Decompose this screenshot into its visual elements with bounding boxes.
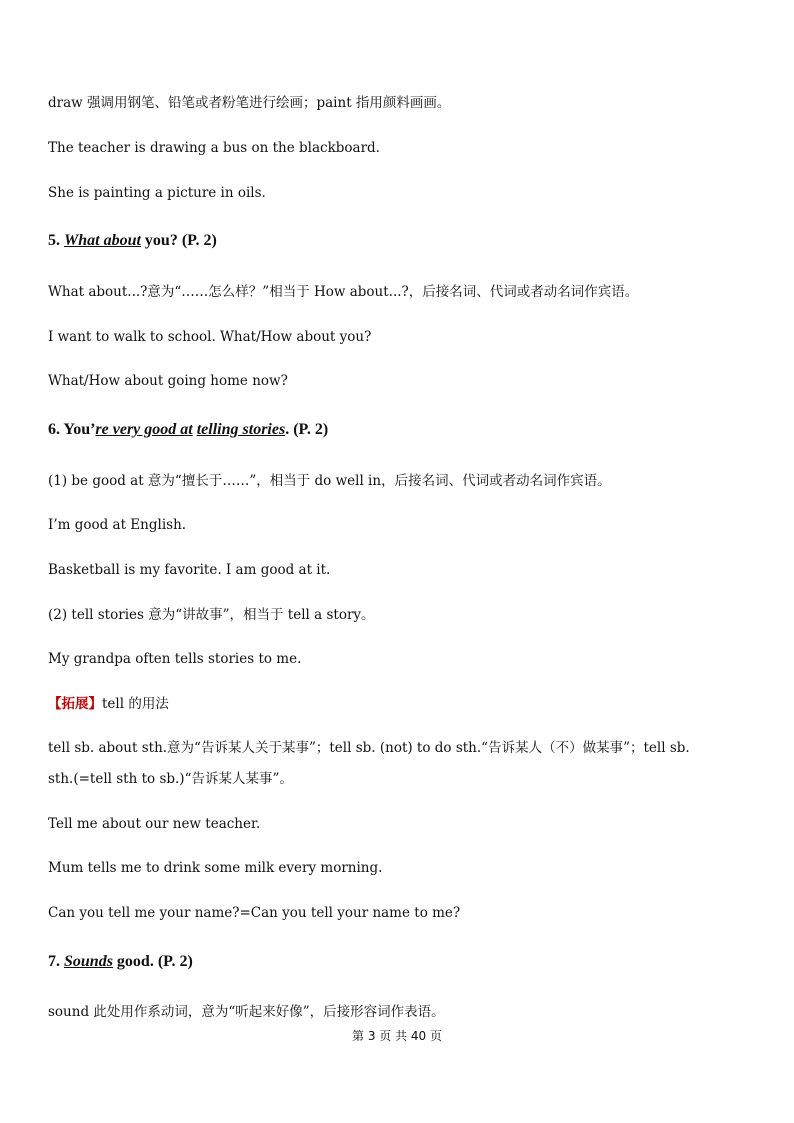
- paragraph: What about...?意为“……怎么样？”相当于 How about...?，后接名词、代词或者动名词作宾语。: [48, 284, 639, 300]
- paragraph: (1) be good at 意为“擅长于……”，相当于 do well in，后接名词、代词或者动名词作宾语。: [48, 473, 611, 489]
- example-sentence: Can you tell me your name?=Can you tell your name to me?: [48, 905, 461, 921]
- example-sentence: Basketball is my favorite. I am good at it.: [48, 562, 331, 578]
- section-heading-5: [48, 232, 746, 250]
- heading-rest: you? (P. 2): [140, 232, 217, 249]
- section-heading-6: [48, 421, 746, 439]
- heading-rest: . (P. 2): [285, 421, 329, 438]
- example-sentence: I want to walk to school. What/How about you?: [48, 329, 372, 345]
- heading-keyword: What about: [64, 232, 141, 249]
- heading-number: 5.: [48, 232, 64, 249]
- example-sentence: I’m good at English.: [48, 517, 187, 533]
- example-sentence: She is painting a picture in oils.: [48, 185, 266, 201]
- example-sentence: Mum tells me to drink some milk every morning.: [48, 860, 383, 876]
- example-sentence: What/How about going home now?: [48, 373, 288, 389]
- extension-heading: [48, 695, 746, 713]
- heading-number: 7.: [48, 953, 64, 970]
- heading-keyword: telling stories: [196, 421, 286, 438]
- example-sentence: The teacher is drawing a bus on the blackboard.: [48, 140, 380, 156]
- extension-tag: 【拓展】: [48, 696, 102, 712]
- section-heading-7: [48, 953, 746, 971]
- paragraph: (2) tell stories 意为“讲故事”，相当于 tell a story。: [48, 607, 375, 623]
- heading-rest: good. (P. 2): [112, 953, 193, 970]
- heading-number: 6. You’: [48, 421, 96, 438]
- paragraph: draw 强调用钢笔、铅笔或者粉笔进行绘画；paint 指用颜料画画。: [48, 95, 451, 111]
- paragraph-continued: sth.(=tell sth to sb.)“告诉某人某事”。: [48, 771, 293, 787]
- extension-text: tell 的用法: [102, 696, 169, 712]
- paragraph: tell sb. about sth.意为“告诉某人关于某事”；tell sb. (not) to do sth.“告诉某人（不）做某事”；tell sb.: [48, 740, 690, 756]
- heading-keyword: re very good at: [95, 421, 193, 438]
- example-sentence: My grandpa often tells stories to me.: [48, 651, 302, 667]
- page-footer: 第 3 页 共 40 页: [352, 1029, 442, 1043]
- heading-keyword: Sounds: [64, 953, 113, 970]
- example-sentence: Tell me about our new teacher.: [48, 816, 261, 832]
- paragraph: sound 此处用作系动词，意为“听起来好像”，后接形容词作表语。: [48, 1004, 445, 1020]
